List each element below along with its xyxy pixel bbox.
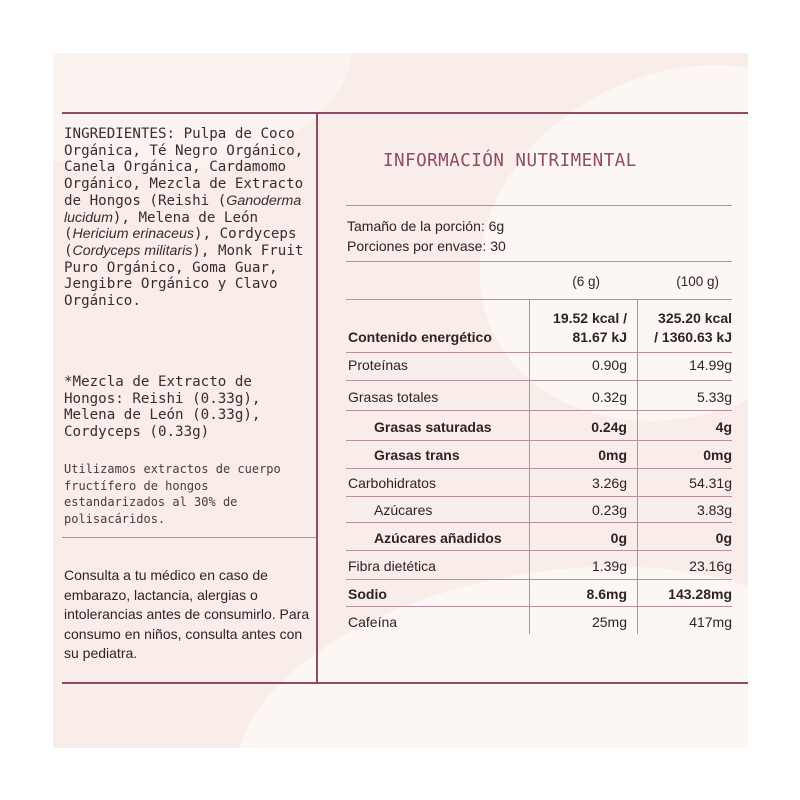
table-row: Sodio 8.6mg 143.28mg <box>348 586 732 602</box>
table-row: Grasas saturadas 0.24g 4g <box>374 419 732 435</box>
row-rule <box>346 380 732 381</box>
consult-note: Consulta a tu médico en caso de embarazo, lactancia, alergias o intolerancias antes de consumirlo. Para consumo en niños, consulta antes con su pediatra. <box>64 567 310 661</box>
table-row: Grasas totales 0.32g 5.33g <box>348 389 732 405</box>
row-rule <box>346 522 732 523</box>
bottom-rule <box>62 682 748 684</box>
table-row: Fibra dietética 1.39g 23.16g <box>348 558 732 574</box>
serving-rule <box>346 261 732 262</box>
row-rule <box>346 496 732 497</box>
extract-note: Utilizamos extractos de cuerpo fructífero de hongos estandarizados al 30% de polisacáridos. <box>64 462 281 526</box>
nutrition-title: INFORMACIÓN NUTRIMENTAL <box>383 151 637 171</box>
col1-header: (6 g) <box>572 274 600 289</box>
row-rule <box>346 606 732 607</box>
energy-c1: 19.52 kcal / 81.67 kJ <box>553 310 627 345</box>
table-row: Azúcares 0.23g 3.83g <box>374 502 732 518</box>
row-rule <box>346 579 732 580</box>
table-row: Azúcares añadidos 0g 0g <box>374 530 732 546</box>
mushroom-mix-note: *Mezcla de Extracto de Hongos: Reishi (0.33g), Melena de León (0.33g), Cordyceps (0.33g) <box>64 374 261 441</box>
table-row: Carbohidratos 3.26g 54.31g <box>348 475 732 491</box>
serving-info <box>347 217 506 256</box>
table-row: Proteínas 0.90g 14.99g <box>348 357 732 373</box>
row-rule <box>346 410 732 411</box>
table-row: Cafeína 25mg 417mg <box>348 614 732 630</box>
title-rule <box>346 205 732 206</box>
table-row: Grasas trans 0mg 0mg <box>374 447 732 463</box>
header-rule <box>346 299 732 300</box>
col2-header: (100 g) <box>676 274 719 289</box>
row-rule <box>346 440 732 441</box>
serving-size: Tamaño de la porción: 6g <box>347 218 505 234</box>
energy-c2: 325.20 kcal / 1360.63 kJ <box>654 310 732 345</box>
row-rule <box>346 550 732 551</box>
ingredients-text: INGREDIENTES: Pulpa de Coco Orgánica, Té Negro Orgánico, Canela Orgánica, Cardamomo Orgánico, Mezcla de Extracto de Hongos (Reishi (Ganoderma lucidum), Melena de León (Hericium erinaceus), Cordyceps (Cordyceps militaris), Monk Fruit Puro Orgánico, Goma Guar, Jengibre Orgánico y Clavo Orgánico. <box>64 126 304 310</box>
top-rule <box>62 112 748 114</box>
row-rule <box>346 468 732 469</box>
energy-label: Contenido energético <box>348 329 492 345</box>
servings-per-container: Porciones por envase: 30 <box>347 237 506 254</box>
row-rule <box>346 352 732 353</box>
